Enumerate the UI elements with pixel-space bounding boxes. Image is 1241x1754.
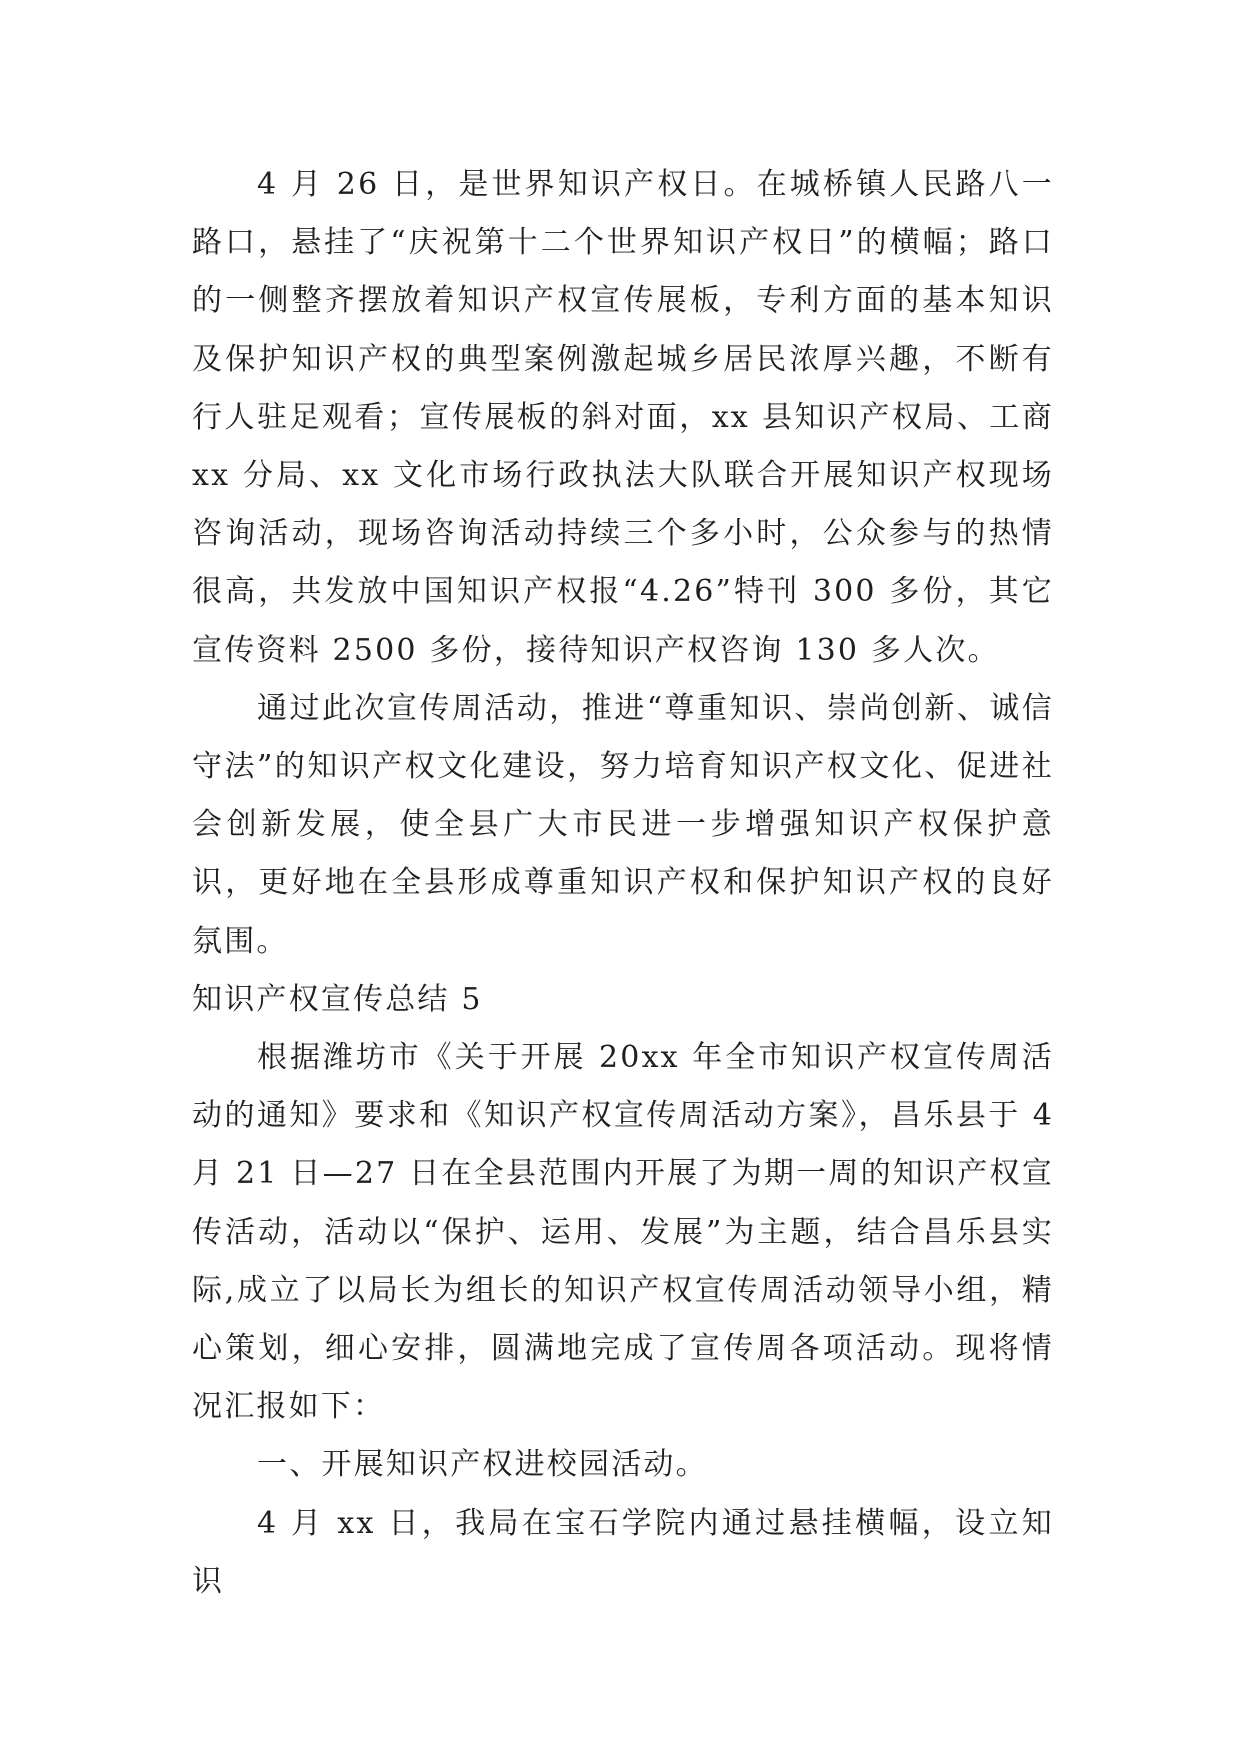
section-title: 知识产权宣传总结 5 <box>192 981 483 1017</box>
paragraph-gem-college: 4 月 xx 日，我局在宝石学院内通过悬挂横幅，设立知识 <box>192 1505 1054 1599</box>
paragraph-weifang-notice: 根据潍坊市《关于开展 20xx 年全市知识产权宣传周活动的通知》要求和《知识产权宣传周活动方案》，昌乐县于 4 月 21 日—27 日在全县范围内开展了为期一周的知识产权宣传活动，活动以“保护、运用、发展”为主题，结合昌乐县实际,成立了以局长为组长的知识产权宣传周活动领导小组，精心策划，细心安排，圆满地完成了宣传周各项活动。现将情况汇报如下： <box>192 1040 1054 1425</box>
paragraph-campaign-summary: 通过此次宣传周活动，推进“尊重知识、崇尚创新、诚信守法”的知识产权文化建设，努力培育知识产权文化、促进社会创新发展，使全县广大市民进一步增强知识产权保护意识，更好地在全县形成尊重知识产权和保护知识产权的良好氛围。 <box>192 690 1054 959</box>
paragraph-section-heading-campus: 一、开展知识产权进校园活动。 <box>257 1447 708 1483</box>
paragraph-world-ip-day: 4 月 26 日，是世界知识产权日。在城桥镇人民路八一路口，悬挂了“庆祝第十二个世界知识产权日”的横幅；路口的一侧整齐摆放着知识产权宣传展板，专利方面的基本知识及保护知识产权的典型案例激起城乡居民浓厚兴趣，不断有行人驻足观看；宣传展板的斜对面，xx 县知识产权局、工商 xx 分局、xx 文化市场行政执法大队联合开展知识产权现场咨询活动，现场咨询活动持续三个多小时，公众参与的热情很高，共发放中国知识产权报“4.26”特刊 300 多份，其它宣传资料 2500 多份，接待知识产权咨询 130 多人次。 <box>192 167 1054 668</box>
document-body <box>192 156 1054 1611</box>
